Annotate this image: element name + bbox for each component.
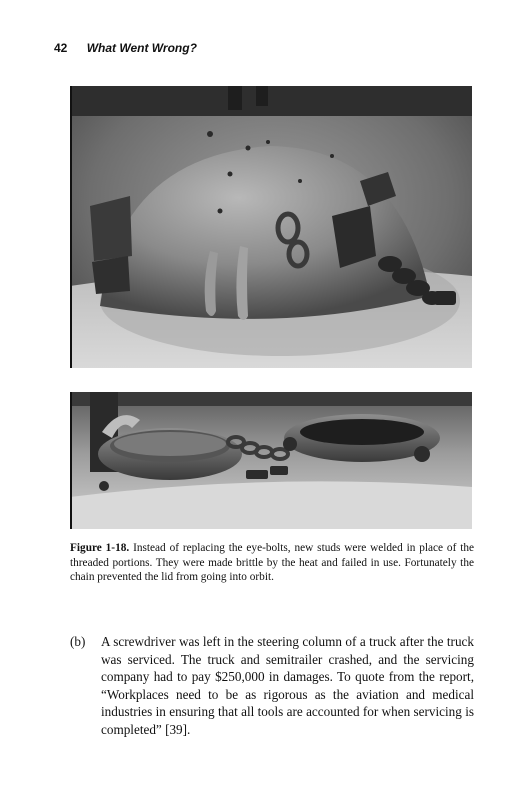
rings-photo-graphic (70, 392, 472, 529)
figure-photo-lid-top (70, 86, 472, 368)
lid-photo-graphic (70, 86, 472, 368)
running-header (54, 41, 197, 55)
figure-caption-text: Instead of replacing the eye-bolts, new studs were welded in place of the threaded portions. They were made brittle by the heat and failed in use. Fortunately the chain prevented the lid from going into orbit. (70, 542, 475, 583)
running-title: What Went Wrong? (86, 41, 197, 55)
figure-caption (70, 541, 474, 585)
page-number: 42 (54, 41, 68, 55)
figure-photo-rings-bottom (70, 392, 472, 529)
figure-label: Figure 1-18. (70, 542, 130, 554)
list-item-text: A screwdriver was left in the steering column of a truck after the truck was serviced. The truck and semitrailer crashed, and the servicing company had to pay $250,000 in damages. To quote from the report, “Workplaces need to be as rigorous as the aviation and medical industries in ensuring that all tools are accounted for when servicing is completed” [39]. (101, 634, 474, 737)
list-item-marker: (b) (70, 634, 86, 649)
list-item-b (70, 633, 474, 738)
